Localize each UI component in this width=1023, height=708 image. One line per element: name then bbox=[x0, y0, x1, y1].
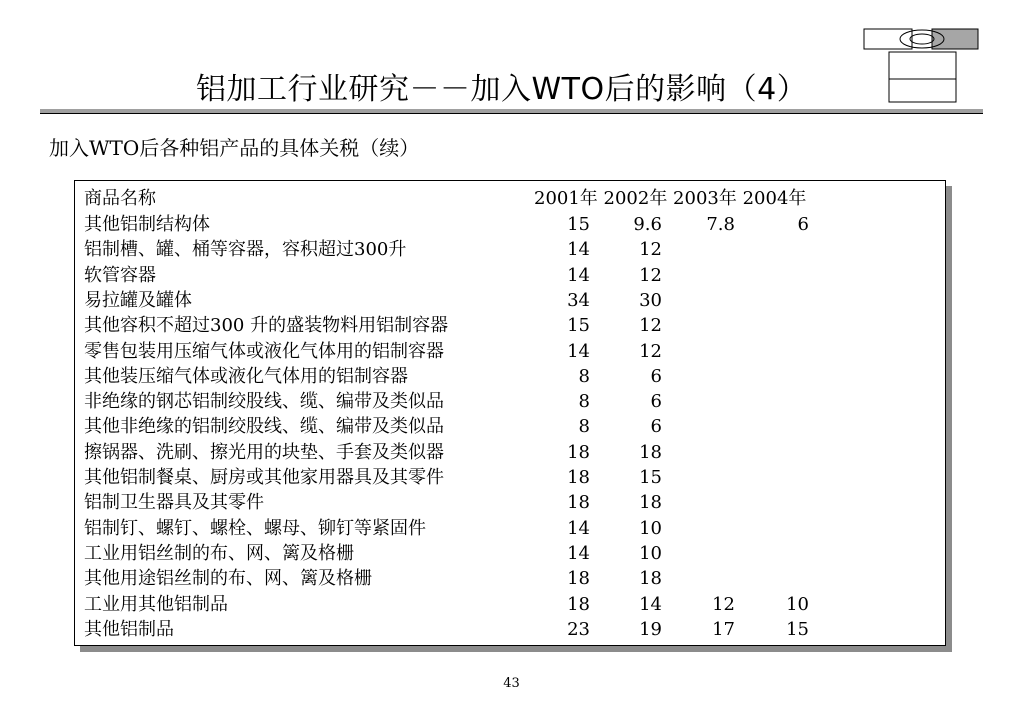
product-name: 其他非绝缘的铝制绞股线、缆、编带及类似品 bbox=[84, 416, 444, 438]
tariff-2001: 18 bbox=[567, 593, 590, 615]
tariff-2001: 18 bbox=[567, 492, 590, 514]
product-name: 铝制槽、罐、桶等容器，容积超过300升 bbox=[84, 239, 407, 261]
table-row bbox=[75, 617, 945, 643]
product-name: 工业用铝丝制的布、网、篱及格栅 bbox=[84, 542, 354, 564]
tariff-2002: 6 bbox=[650, 365, 662, 387]
tariff-2001: 14 bbox=[567, 239, 590, 261]
tariff-2001: 14 bbox=[567, 517, 590, 539]
tariff-2002: 14 bbox=[639, 593, 662, 615]
table-row bbox=[75, 465, 945, 491]
tariff-2002: 6 bbox=[650, 416, 662, 438]
tariff-2002: 12 bbox=[639, 264, 662, 286]
table-row bbox=[75, 237, 945, 263]
tariff-2004: 15 bbox=[786, 618, 809, 640]
product-name: 软管容器 bbox=[84, 264, 156, 286]
table-row bbox=[75, 566, 945, 592]
tariff-2001: 8 bbox=[578, 391, 590, 413]
tariff-2004: 6 bbox=[797, 214, 809, 235]
product-name: 其他容积不超过300 升的盛装物料用铝制容器 bbox=[84, 315, 449, 337]
tariff-table bbox=[74, 180, 946, 646]
table-row bbox=[75, 313, 945, 339]
tariff-2003: 12 bbox=[712, 593, 735, 615]
product-name: 工业用其他铝制品 bbox=[84, 593, 228, 615]
column-header-name: 商品名称 bbox=[84, 188, 156, 209]
table-row bbox=[75, 339, 945, 365]
tariff-2002: 18 bbox=[639, 568, 662, 590]
product-name: 易拉罐及罐体 bbox=[84, 289, 192, 311]
product-name: 其他铝制结构体 bbox=[84, 214, 210, 235]
tariff-2002: 12 bbox=[639, 239, 662, 261]
tariff-2001: 8 bbox=[578, 416, 590, 438]
product-name: 其他装压缩气体或液化气体用的铝制容器 bbox=[84, 365, 408, 387]
product-name: 铝制钉、螺钉、螺栓、螺母、铆钉等紧固件 bbox=[84, 517, 426, 539]
table-row bbox=[75, 541, 945, 567]
tariff-2001: 18 bbox=[567, 467, 590, 488]
product-name: 零售包装用压缩气体或液化气体用的铝制容器 bbox=[84, 340, 444, 362]
table-row bbox=[75, 414, 945, 440]
table-row bbox=[75, 440, 945, 466]
tariff-2001: 18 bbox=[567, 441, 590, 463]
tariff-2002: 15 bbox=[639, 467, 662, 488]
product-name: 其他铝制品 bbox=[84, 618, 174, 640]
table-row bbox=[75, 592, 945, 618]
product-name: 其他用途铝丝制的布、网、篱及格栅 bbox=[84, 568, 372, 590]
tariff-2001: 8 bbox=[578, 365, 590, 387]
tariff-2002: 18 bbox=[639, 441, 662, 463]
product-name: 非绝缘的钢芯铝制绞股线、缆、编带及类似品 bbox=[84, 391, 444, 413]
tariff-2002: 10 bbox=[639, 542, 662, 564]
tariff-2002: 30 bbox=[639, 289, 662, 311]
table-row bbox=[75, 516, 945, 542]
table-subtitle: 加入WTO后各种铝产品的具体关税（续） bbox=[49, 136, 420, 160]
title-divider-line bbox=[40, 113, 983, 114]
tariff-2003: 17 bbox=[712, 618, 735, 640]
tariff-2001: 14 bbox=[567, 264, 590, 286]
product-name: 铝制卫生器具及其零件 bbox=[84, 492, 264, 514]
tariff-2002: 19 bbox=[639, 618, 662, 640]
tariff-2003: 7.8 bbox=[706, 214, 735, 235]
tariff-2002: 12 bbox=[639, 340, 662, 362]
table-row bbox=[75, 389, 945, 415]
tariff-2001: 34 bbox=[567, 289, 590, 311]
table-row bbox=[75, 288, 945, 314]
tariff-2002: 12 bbox=[639, 315, 662, 337]
tariff-2001: 14 bbox=[567, 340, 590, 362]
product-name: 其他铝制餐桌、厨房或其他家用器具及其零件 bbox=[84, 467, 444, 488]
tariff-2002: 9.6 bbox=[633, 214, 662, 235]
tariff-2002: 10 bbox=[639, 517, 662, 539]
tariff-2002: 18 bbox=[639, 492, 662, 514]
table-row bbox=[75, 364, 945, 390]
tariff-2001: 23 bbox=[567, 618, 590, 640]
column-header-years: 2001年 2002年 2003年 2004年 bbox=[534, 188, 807, 209]
tariff-2002: 6 bbox=[650, 391, 662, 413]
tariff-2001: 18 bbox=[567, 568, 590, 590]
page-number: 43 bbox=[503, 676, 520, 691]
table-row bbox=[75, 212, 945, 238]
product-name: 擦锅器、洗刷、擦光用的块垫、手套及类似器 bbox=[84, 441, 444, 463]
tariff-2001: 14 bbox=[567, 542, 590, 564]
tariff-2004: 10 bbox=[786, 593, 809, 615]
page-title: 铝加工行业研究－－加入WTO后的影响（4） bbox=[196, 72, 808, 107]
tariff-2001: 15 bbox=[567, 214, 590, 235]
table-row bbox=[75, 490, 945, 516]
table-row bbox=[75, 263, 945, 289]
chain-link-logo-icon bbox=[862, 25, 982, 105]
table-header-row bbox=[75, 186, 945, 212]
tariff-2001: 15 bbox=[567, 315, 590, 337]
